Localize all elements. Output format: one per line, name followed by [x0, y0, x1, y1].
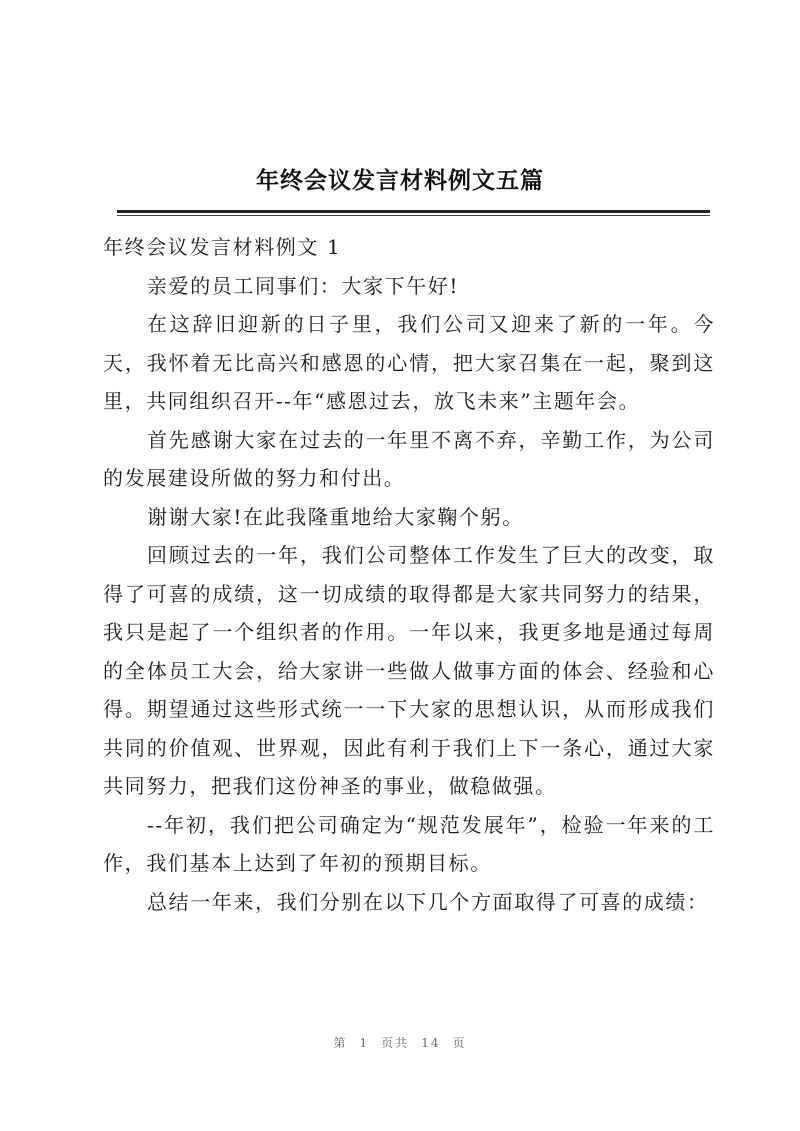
- paragraph-6: 总结一年来，我们分别在以下几个方面取得了可喜的成绩：: [147, 889, 709, 914]
- footer-suffix: 页: [452, 1036, 467, 1050]
- footer-mid: 页共: [381, 1036, 410, 1050]
- paragraph-4: 回顾过去的一年，我们公司整体工作发生了巨大的改变，取得了可喜的成绩，这一切成绩的取得都是大家共同努力的结果，我只是起了一个组织者的作用。一年以来，我更多地是通过每周的全体员工大会，给大家讲一些做人做事方面的体会、经验和心得。期望通过这些形式统一一下大家的思想认识，从而形成我们共同的价值观、世界观，因此有利于我们上下一条心，通过大家共同努力，把我们这份神圣的事业，做稳做强。: [103, 543, 715, 798]
- document-body: [103, 228, 715, 921]
- title-rule-thick: [117, 210, 710, 213]
- document-title: 年终会议发言材料例文五篇: [256, 168, 544, 194]
- paragraph-5: --年初，我们把公司确定为“规范发展年”，检验一年来的工作，我们基本上达到了年初的预期目标。: [103, 812, 715, 875]
- footer-total-pages: 14: [421, 1036, 441, 1050]
- paragraph-2: 首先感谢大家在过去的一年里不离不弃，辛勤工作，为公司的发展建设所做的努力和付出。: [103, 427, 715, 490]
- footer-prefix: 第: [333, 1036, 348, 1050]
- section-heading: 年终会议发言材料例文 1: [103, 235, 342, 259]
- title-rule-thin: [117, 215, 710, 216]
- paragraph-3: 谢谢大家!在此我隆重地给大家鞠个躬。: [147, 504, 524, 529]
- paragraph-greeting: 亲爱的员工同事们：大家下午好!: [147, 273, 460, 298]
- footer-current-page: 1: [359, 1036, 370, 1050]
- paragraph-1: 在这辞旧迎新的日子里，我们公司又迎来了新的一年。今天，我怀着无比高兴和感恩的心情，把大家召集在一起，聚到这里，共同组织召开--年“感恩过去，放飞未来”主题年会。: [103, 312, 715, 413]
- page-footer: [0, 1034, 800, 1051]
